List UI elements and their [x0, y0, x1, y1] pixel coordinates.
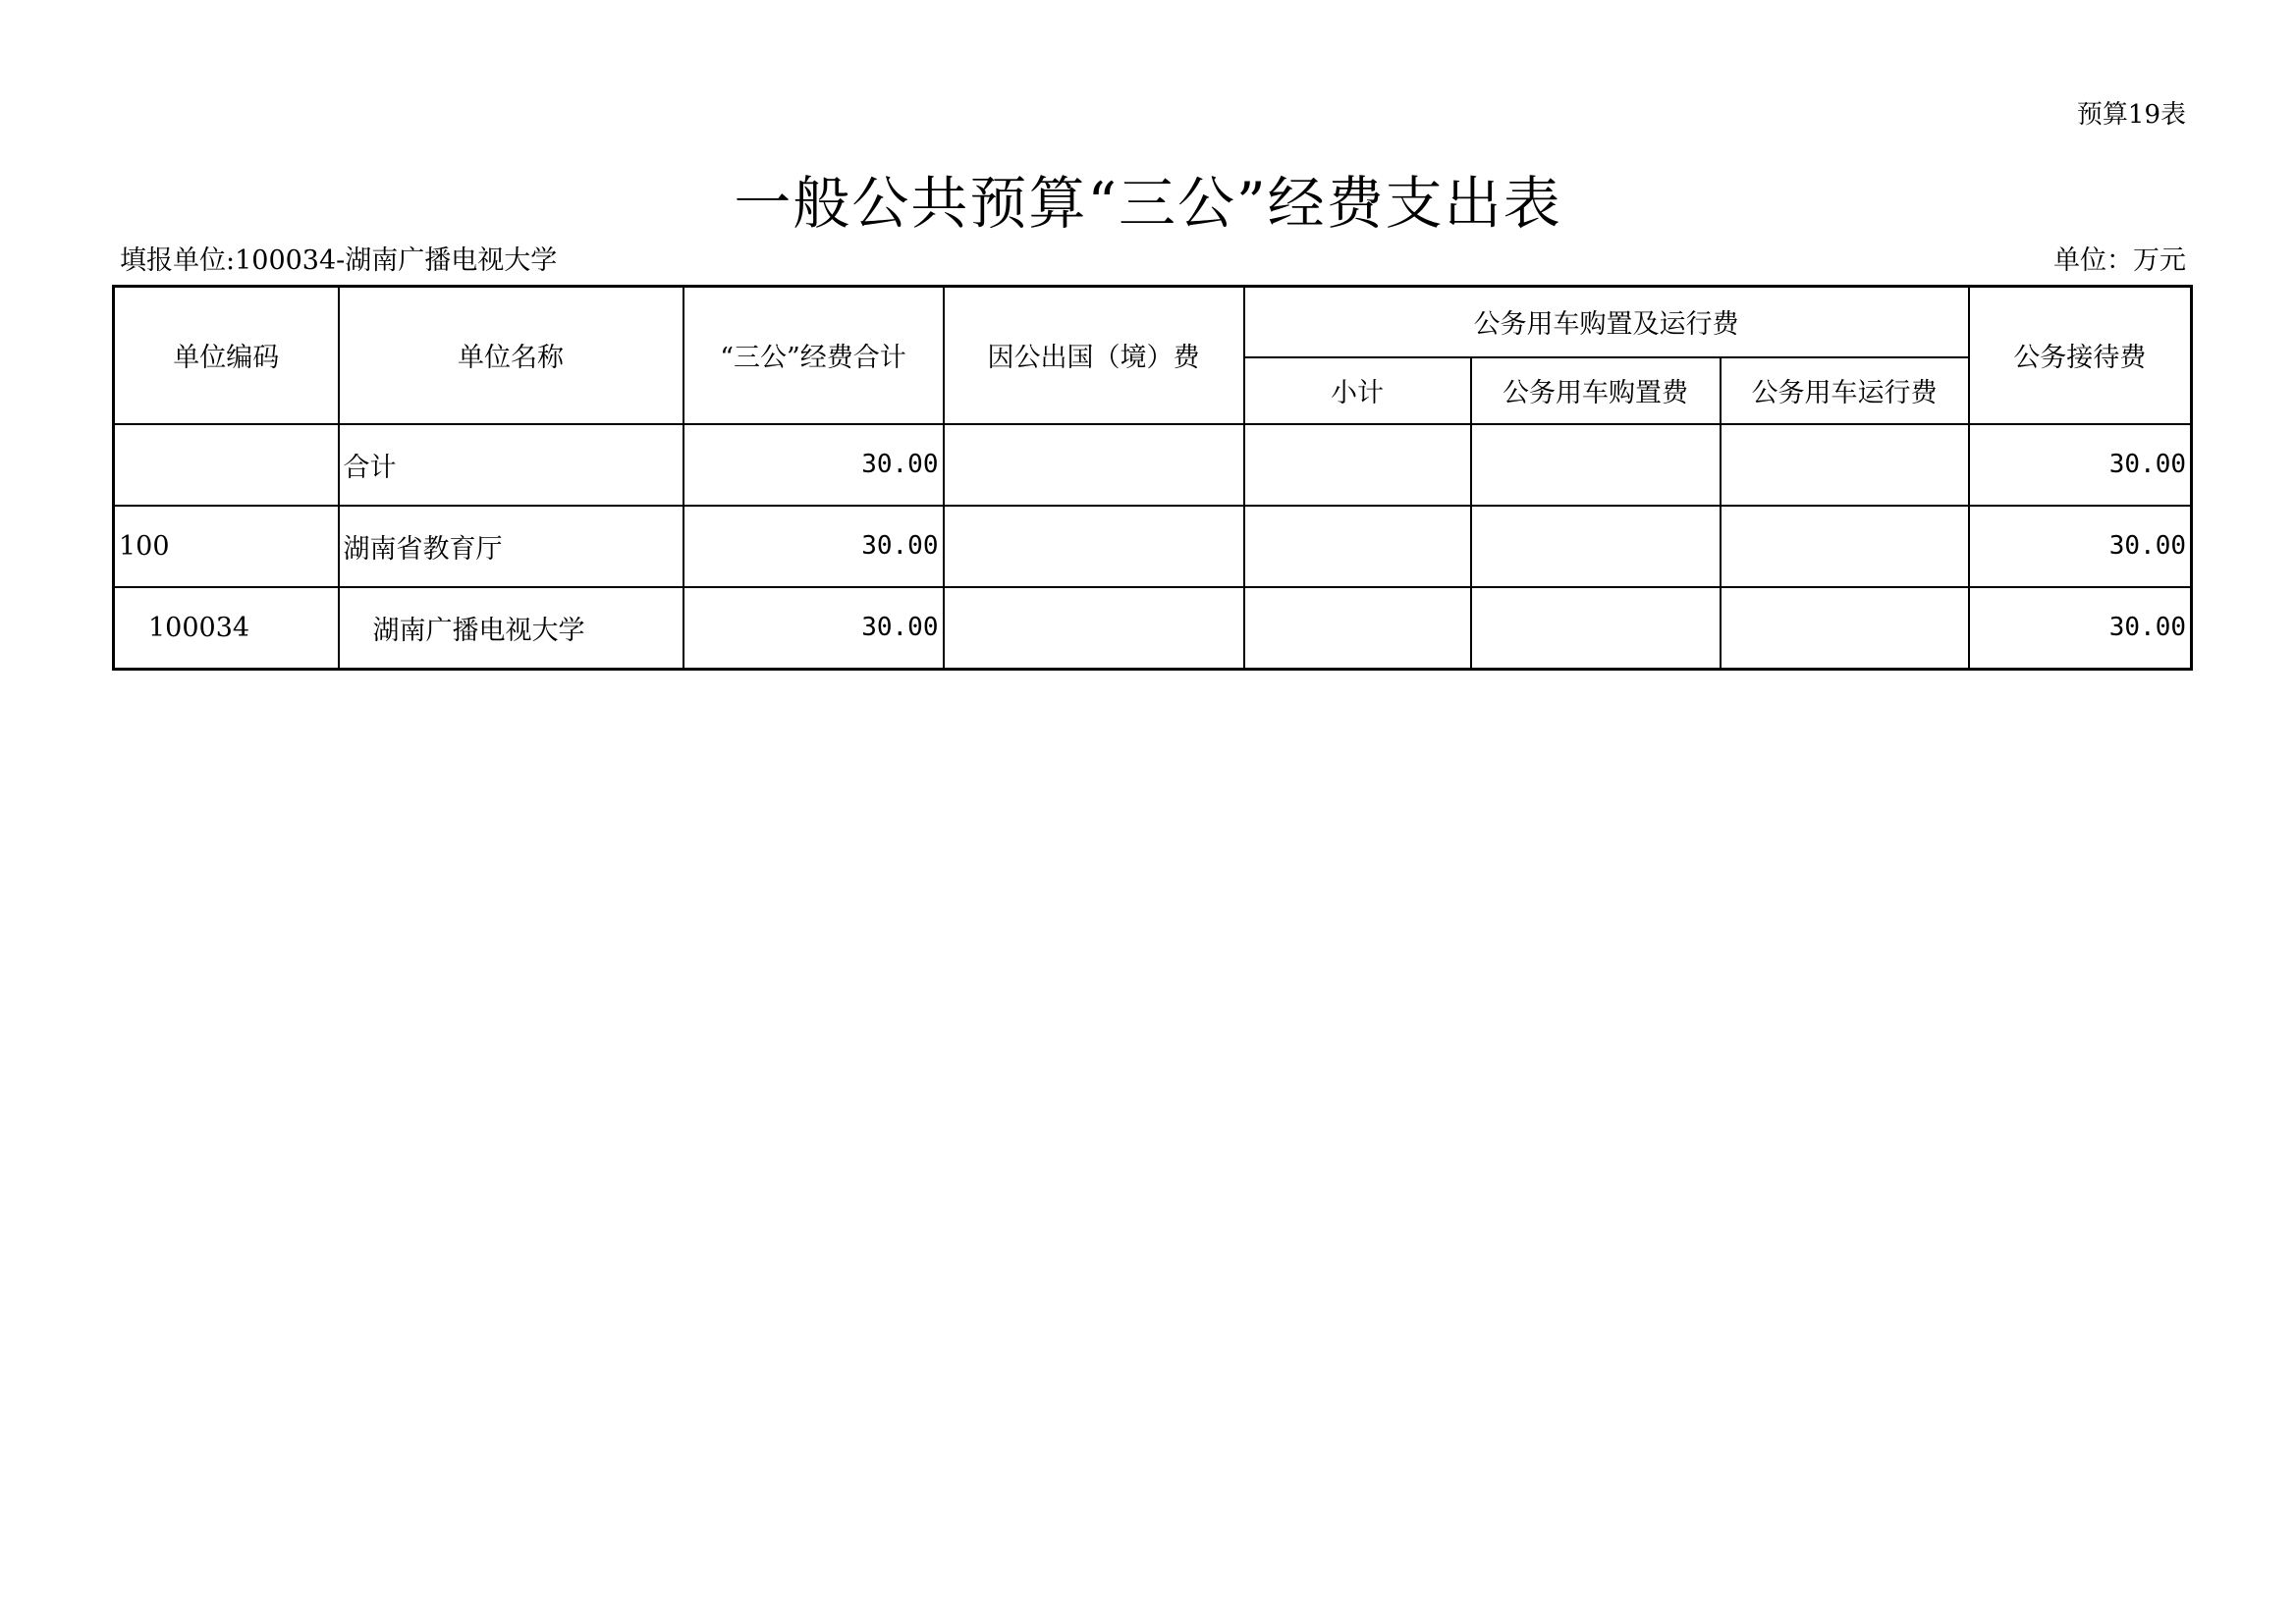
sangong-expense-table [112, 285, 2193, 671]
cell-sangong-total: 30.00 [683, 587, 944, 670]
cell-vehicle-operation [1721, 506, 1969, 587]
header-vehicle-subtotal: 小计 [1244, 357, 1471, 424]
cell-vehicle-purchase [1471, 424, 1721, 506]
header-vehicle-operation: 公务用车运行费 [1721, 357, 1969, 424]
cell-reception-expense: 30.00 [1969, 587, 2192, 670]
page-title: 一般公共预算“三公”经费支出表 [734, 170, 1562, 237]
table-row-department [114, 506, 2192, 587]
cell-abroad-expense [944, 424, 1244, 506]
cell-vehicle-operation [1721, 587, 1969, 670]
cell-unit-name: 合计 [339, 424, 683, 506]
cell-unit-name: 湖南省教育厅 [339, 506, 683, 587]
cell-vehicle-subtotal [1244, 424, 1471, 506]
cell-reception-expense: 30.00 [1969, 424, 2192, 506]
cell-sangong-total: 30.00 [683, 424, 944, 506]
header-vehicle-group: 公务用车购置及运行费 [1244, 287, 1969, 357]
header-unit-code: 单位编码 [114, 287, 339, 424]
cell-abroad-expense [944, 506, 1244, 587]
cell-reception-expense: 30.00 [1969, 506, 2192, 587]
header-unit-name: 单位名称 [339, 287, 683, 424]
reporting-unit-label: 填报单位:100034-湖南广播电视大学 [120, 245, 558, 276]
cell-vehicle-purchase [1471, 506, 1721, 587]
header-reception-expense: 公务接待费 [1969, 287, 2192, 424]
table-row-unit [114, 587, 2192, 670]
cell-abroad-expense [944, 587, 1244, 670]
header-row-top [114, 287, 2192, 357]
cell-unit-code: 100034 [114, 587, 339, 670]
cell-unit-code: 100 [114, 506, 339, 587]
cell-unit-name: 湖南广播电视大学 [339, 587, 683, 670]
header-abroad-expense: 因公出国（境）费 [944, 287, 1244, 424]
cell-vehicle-subtotal [1244, 587, 1471, 670]
cell-sangong-total: 30.00 [683, 506, 944, 587]
cell-unit-code [114, 424, 339, 506]
header-sangong-total: “三公”经费合计 [683, 287, 944, 424]
table-row-total [114, 424, 2192, 506]
cell-vehicle-subtotal [1244, 506, 1471, 587]
table-number-label: 预算19表 [2076, 100, 2186, 130]
header-vehicle-purchase: 公务用车购置费 [1471, 357, 1721, 424]
cell-vehicle-purchase [1471, 587, 1721, 670]
currency-unit-label: 单位：万元 [2053, 245, 2186, 276]
cell-vehicle-operation [1721, 424, 1969, 506]
